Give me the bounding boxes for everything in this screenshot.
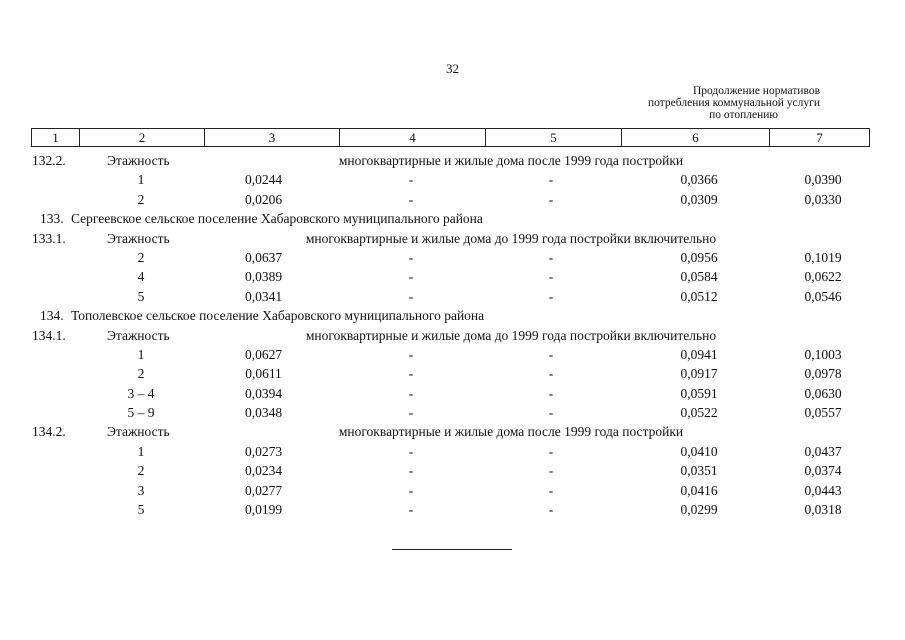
floors-value: 3 – 4	[127, 385, 155, 401]
floors-value: 1	[137, 346, 145, 362]
value-col-7: 0,0330	[804, 191, 842, 207]
value-col-7: 0,0622	[804, 269, 842, 285]
value-col-4: -	[408, 191, 414, 207]
table-row	[31, 287, 869, 306]
table-row	[31, 403, 869, 422]
column-header: 7	[770, 129, 870, 147]
table-body	[31, 151, 869, 519]
value-col-4: -	[408, 463, 414, 479]
value-col-6: 0,0416	[680, 482, 718, 498]
table-row	[31, 500, 869, 519]
value-col-5: -	[548, 463, 554, 479]
table-row	[31, 345, 869, 364]
value-col-5: -	[548, 405, 554, 421]
table-row	[31, 442, 869, 461]
value-col-3: 0,0199	[244, 502, 283, 518]
value-col-4: -	[408, 482, 414, 498]
value-col-6: 0,0584	[680, 269, 718, 285]
group-row	[31, 422, 869, 441]
section-title: Тополевское сельское поселение Хабаровского муниципального района	[71, 308, 485, 324]
building-type-description: многоквартирные и жилые дома до 1999 года постройки включительно	[305, 230, 717, 246]
value-col-5: -	[548, 443, 554, 459]
section-number: 134.	[40, 308, 64, 324]
table-row	[31, 461, 869, 480]
value-col-6: 0,0956	[680, 249, 718, 265]
value-col-7: 0,0318	[804, 502, 842, 518]
value-col-3: 0,0341	[244, 288, 283, 304]
value-col-3: 0,0206	[244, 191, 283, 207]
value-col-6: 0,0522	[680, 405, 718, 421]
group-row	[31, 326, 869, 345]
table-row	[31, 267, 869, 286]
floors-label: Этажность	[107, 230, 170, 246]
value-col-5: -	[548, 346, 554, 362]
value-col-3: 0,0627	[244, 346, 283, 362]
value-col-6: 0,0591	[680, 385, 718, 401]
value-col-6: 0,0917	[680, 366, 718, 382]
floors-value: 1	[137, 172, 145, 188]
value-col-4: -	[408, 346, 414, 362]
value-col-3: 0,0273	[244, 443, 283, 459]
column-header: 2	[80, 129, 205, 147]
value-col-4: -	[408, 385, 414, 401]
value-col-7: 0,0390	[804, 172, 842, 188]
row-number: 132.2.	[32, 153, 66, 168]
column-header: 1	[32, 129, 80, 147]
value-col-4: -	[408, 443, 414, 459]
section-row	[31, 209, 869, 228]
section-number: 133.	[40, 211, 64, 227]
floors-label: Этажность	[107, 153, 170, 168]
value-col-6: 0,0941	[680, 346, 718, 362]
caption-line: потребления коммунальной услуги	[648, 97, 820, 109]
value-col-7: 0,0557	[804, 405, 842, 421]
value-col-6: 0,0366	[680, 172, 718, 188]
value-col-7: 0,1003	[804, 346, 842, 362]
building-type-description: многоквартирные и жилые дома до 1999 года постройки включительно	[305, 327, 717, 343]
value-col-4: -	[408, 405, 414, 421]
column-header-table	[31, 128, 870, 147]
value-col-6: 0,0410	[680, 443, 718, 459]
value-col-3: 0,0234	[244, 463, 283, 479]
value-col-3: 0,0637	[244, 249, 283, 265]
value-col-7: 0,0374	[804, 463, 842, 479]
table-row	[31, 190, 869, 209]
column-header: 5	[486, 129, 622, 147]
value-col-6: 0,0512	[680, 288, 718, 304]
value-col-5: -	[548, 482, 554, 498]
floors-value: 2	[137, 249, 145, 265]
value-col-7: 0,0630	[804, 385, 842, 401]
floors-value: 3	[137, 482, 145, 498]
column-header: 4	[340, 129, 486, 147]
floors-label: Этажность	[107, 424, 170, 440]
table-row	[31, 248, 869, 267]
value-col-4: -	[408, 366, 414, 382]
building-type-description: многоквартирные и жилые дома после 1999 года постройки	[338, 153, 684, 168]
value-col-3: 0,0611	[245, 366, 282, 382]
value-col-3: 0,0394	[244, 385, 283, 401]
floors-label: Этажность	[107, 327, 170, 343]
footnote-divider	[392, 549, 512, 550]
value-col-5: -	[548, 269, 554, 285]
row-number: 133.1.	[32, 230, 66, 246]
floors-value: 4	[137, 269, 145, 285]
value-col-7: 0,0443	[804, 482, 842, 498]
section-title: Сергеевское сельское поселение Хабаровского муниципального района	[71, 211, 483, 227]
value-col-6: 0,0299	[680, 502, 718, 518]
value-col-3: 0,0389	[244, 269, 283, 285]
value-col-4: -	[408, 249, 414, 265]
table-caption	[648, 85, 820, 121]
value-col-5: -	[548, 288, 554, 304]
value-col-7: 0,1019	[804, 249, 842, 265]
page-number: 32	[446, 61, 459, 76]
value-col-4: -	[408, 269, 414, 285]
caption-line: по отоплению	[709, 109, 778, 121]
group-row	[31, 229, 869, 248]
column-header: 6	[622, 129, 770, 147]
value-col-6: 0,0351	[680, 463, 718, 479]
column-header: 3	[205, 129, 340, 147]
row-number: 134.2.	[32, 424, 66, 440]
value-col-3: 0,0348	[244, 405, 283, 421]
column-header-row	[32, 129, 870, 147]
floors-value: 1	[137, 443, 145, 459]
value-col-5: -	[548, 191, 554, 207]
floors-value: 5	[137, 288, 145, 304]
value-col-3: 0,0244	[244, 172, 283, 188]
value-col-5: -	[548, 249, 554, 265]
value-col-5: -	[548, 385, 554, 401]
floors-value: 2	[137, 463, 145, 479]
table-row	[31, 384, 869, 403]
table-row	[31, 364, 869, 383]
value-col-4: -	[408, 502, 414, 518]
table-row	[31, 170, 869, 189]
value-col-6: 0,0309	[680, 191, 718, 207]
floors-value: 2	[137, 366, 145, 382]
value-col-7: 0,0546	[804, 288, 842, 304]
value-col-5: -	[548, 172, 554, 188]
row-number: 134.1.	[32, 327, 66, 343]
section-row	[31, 306, 869, 325]
value-col-4: -	[408, 172, 414, 188]
floors-value: 2	[137, 191, 145, 207]
value-col-3: 0,0277	[244, 482, 283, 498]
floors-value: 5	[137, 502, 145, 518]
value-col-5: -	[548, 366, 554, 382]
value-col-7: 0,0437	[804, 443, 842, 459]
value-col-4: -	[408, 288, 414, 304]
floors-value: 5 – 9	[127, 405, 155, 421]
building-type-description: многоквартирные и жилые дома после 1999 года постройки	[338, 424, 684, 440]
table-row	[31, 481, 869, 500]
value-col-5: -	[548, 502, 554, 518]
value-col-7: 0,0978	[804, 366, 842, 382]
group-row	[31, 151, 869, 170]
caption-line: Продолжение нормативов	[692, 85, 820, 97]
